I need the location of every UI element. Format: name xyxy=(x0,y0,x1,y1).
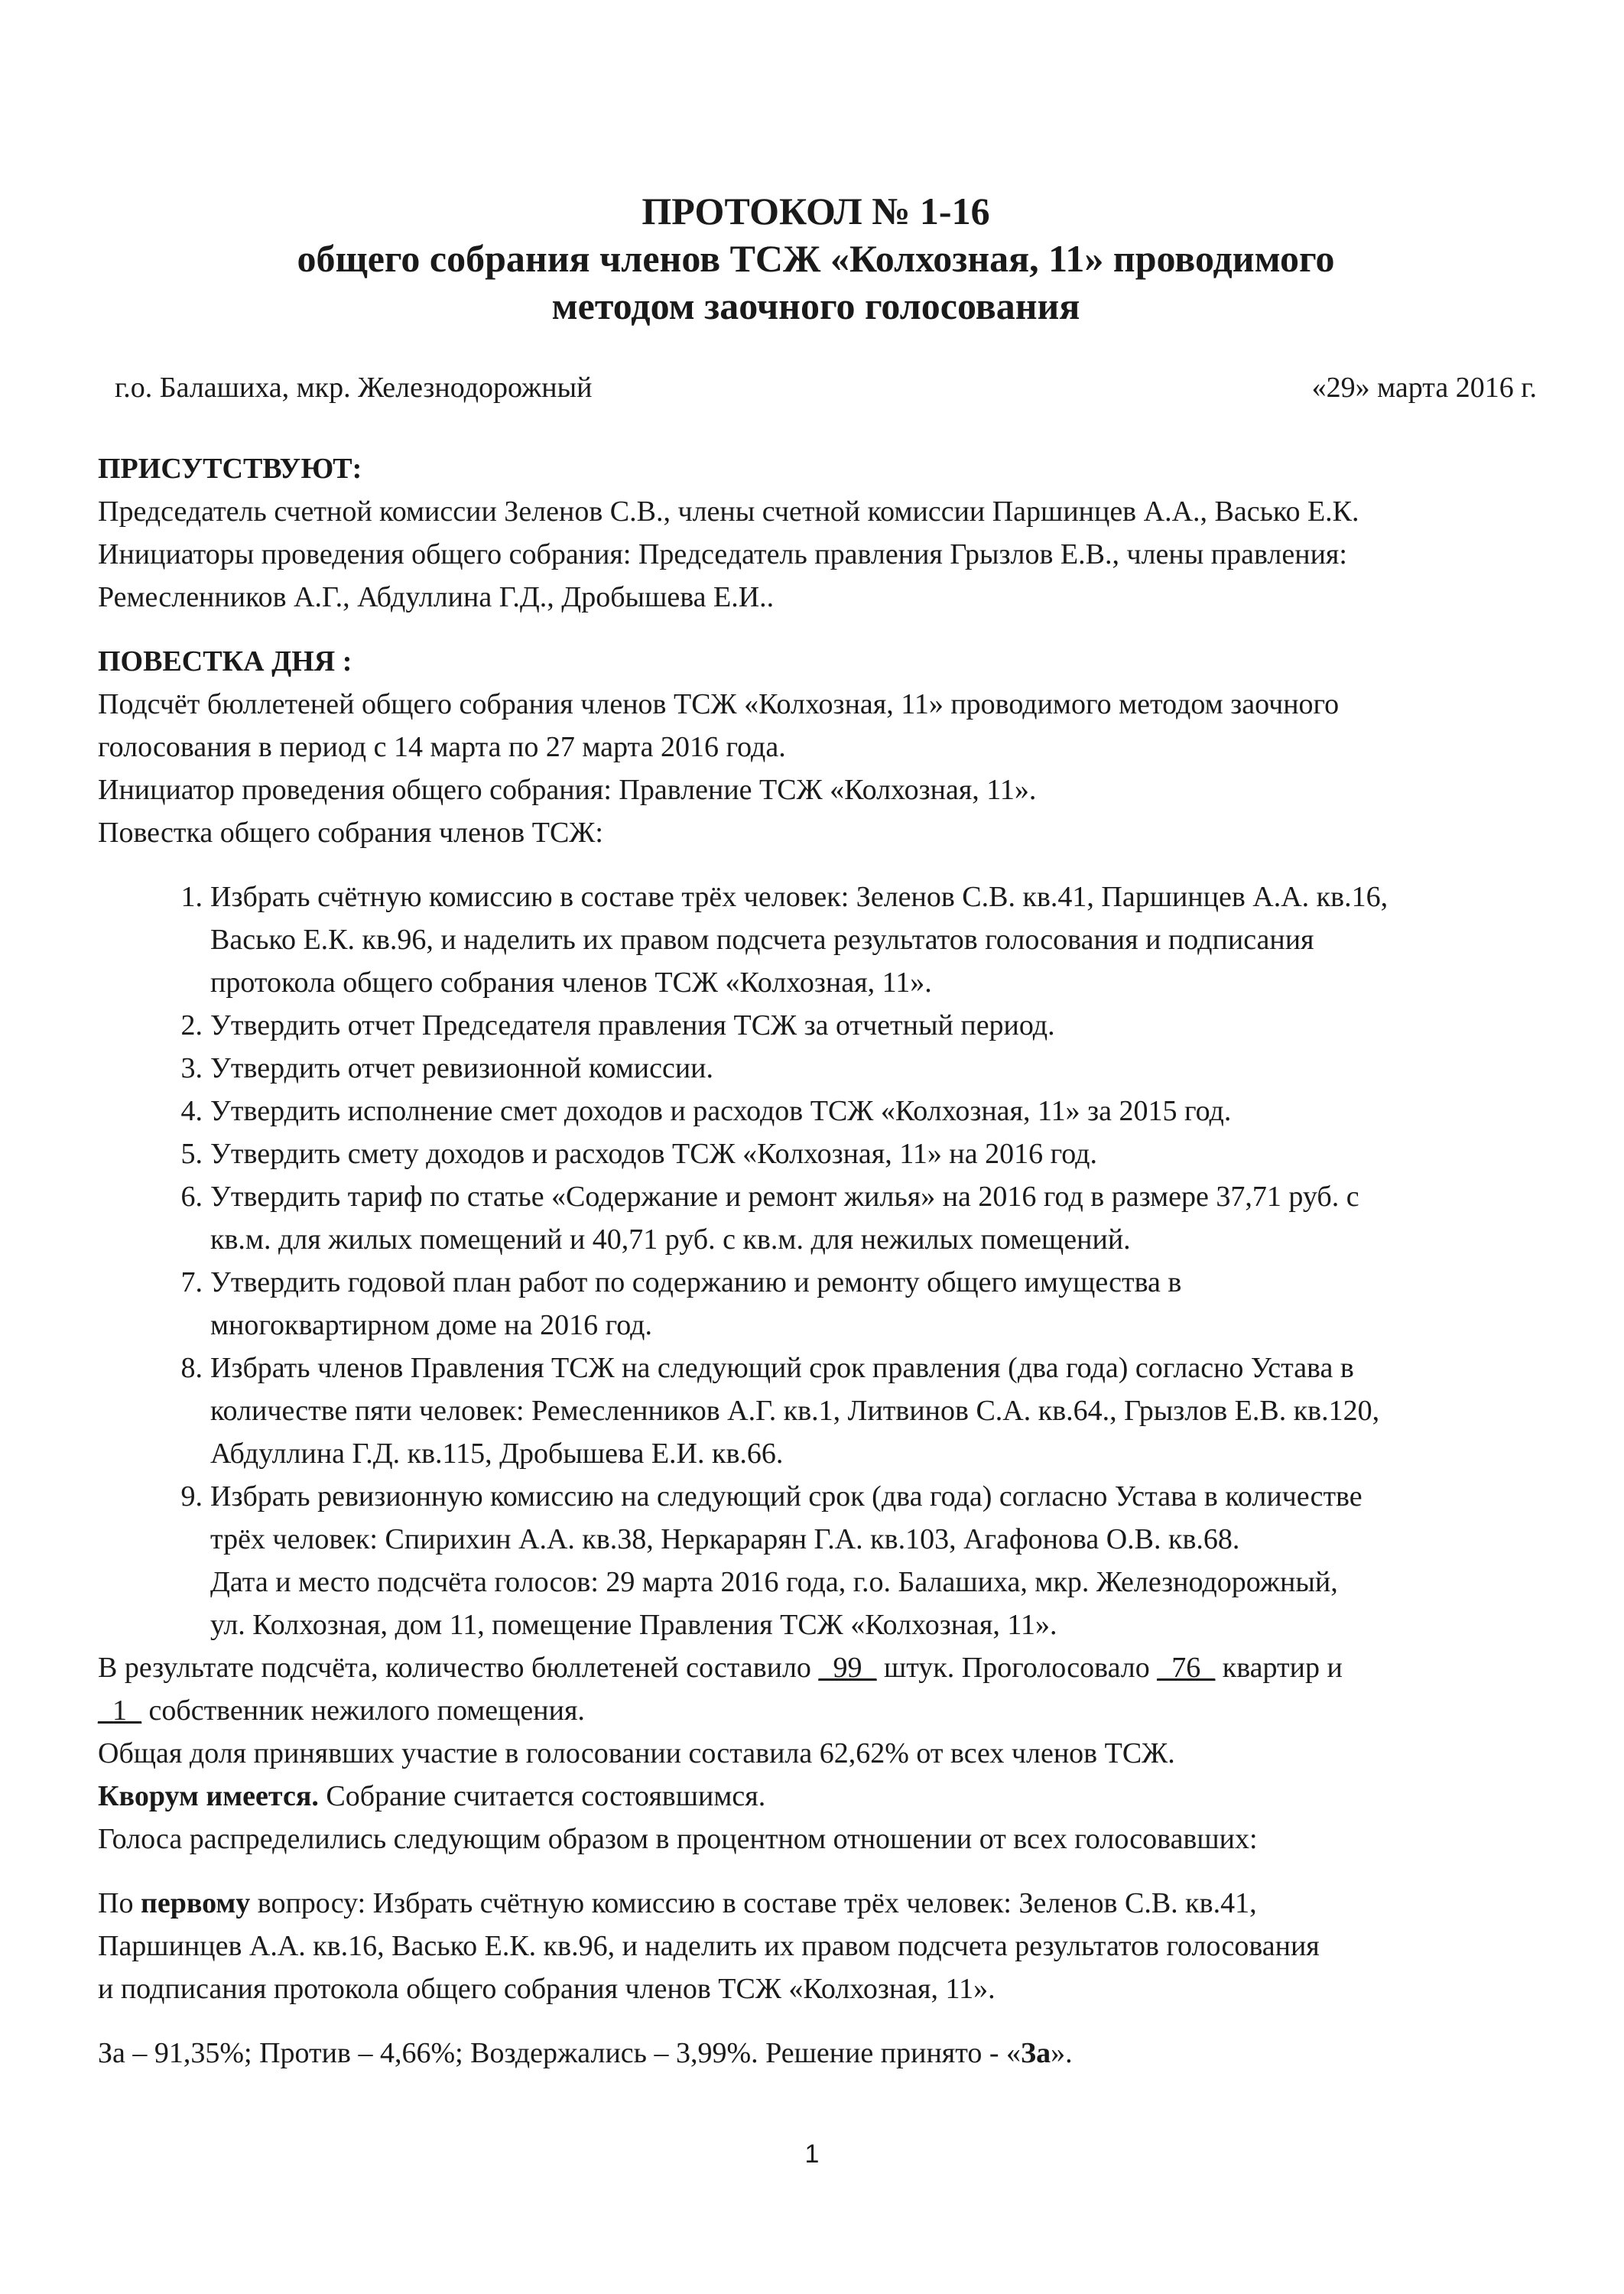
question1-line: и подписания протокола общего собрания членов ТСЖ «Колхозная, 11». xyxy=(98,1973,996,2005)
votes-end: ». xyxy=(1051,2037,1073,2069)
agenda-item-text: Утвердить смету доходов и расходов ТСЖ «Колхозная, 11» на 2016 год. xyxy=(210,1138,1097,1170)
agenda-item-number: 8. xyxy=(180,1352,203,1384)
agenda-intro-line: Инициатор проведения общего собрания: Правление ТСЖ «Колхозная, 11». xyxy=(98,774,1037,806)
date: «29» марта 2016 г. xyxy=(1311,372,1537,404)
agenda-item xyxy=(98,1132,1551,1175)
nonresidential-count: _1_ xyxy=(98,1695,141,1727)
agenda-intro-line: Повестка общего собрания членов ТСЖ: xyxy=(98,817,603,849)
agenda-item xyxy=(98,1475,1551,1646)
agenda-item-number: 4. xyxy=(180,1095,203,1127)
results-text: В результате подсчёта, количество бюллетеней составило xyxy=(98,1652,811,1684)
agenda-item-text: трёх человек: Спирихин А.А. кв.38, Неркарарян Г.А. кв.103, Агафонова О.В. кв.68. xyxy=(210,1523,1240,1555)
agenda-item-text: протокола общего собрания членов ТСЖ «Колхозная, 11». xyxy=(210,967,932,999)
results-text: собственник нежилого помещения. xyxy=(148,1695,585,1727)
agenda-item-number: 6. xyxy=(180,1181,203,1213)
agenda-item-text: Избрать ревизионную комиссию на следующий срок (два года) согласно Устава в количестве xyxy=(210,1480,1363,1513)
agenda-item-text: Утвердить отчет Председателя правления ТСЖ за отчетный период. xyxy=(210,1009,1055,1041)
agenda-item-number: 1. xyxy=(180,881,203,913)
results-text: квартир и xyxy=(1222,1652,1343,1684)
agenda-item xyxy=(98,1261,1551,1347)
agenda-item xyxy=(98,1047,1551,1090)
agenda-intro-line: голосования в период с 14 марта по 27 марта 2016 года. xyxy=(98,731,786,763)
votes-text: За – 91,35%; Против – 4,66%; Воздержались – 3,99%. Решение принято - « xyxy=(98,2037,1021,2069)
agenda-item-number: 5. xyxy=(180,1138,203,1170)
quorum-bold: Кворум имеется. xyxy=(98,1780,319,1812)
agenda-item-number: 7. xyxy=(180,1266,203,1298)
agenda-item-text: Утвердить отчет ревизионной комиссии. xyxy=(210,1052,713,1084)
quorum-line xyxy=(98,1775,1551,1818)
present-line: Ремесленников А.Г., Абдуллина Г.Д., Дробышева Е.И.. xyxy=(98,581,775,613)
agenda-item-text: Утвердить годовой план работ по содержанию и ремонту общего имущества в xyxy=(210,1266,1182,1298)
agenda-list xyxy=(98,876,1551,1646)
place: г.о. Балашиха, мкр. Железнодорожный xyxy=(115,372,593,404)
agenda-item-number: 2. xyxy=(180,1009,203,1041)
agenda-item xyxy=(98,876,1551,1004)
title-line-2: общего собрания членов ТСЖ «Колхозная, 11» проводимого xyxy=(297,237,1335,280)
agenda-item-number: 9. xyxy=(180,1480,203,1513)
agenda-item-text: ул. Колхозная, дом 11, помещение Правления ТСЖ «Колхозная, 11». xyxy=(210,1609,1057,1641)
agenda-item xyxy=(98,1347,1551,1475)
question1-text: вопросу: Избрать счётную комиссию в составе трёх человек: Зеленов С.В. кв.41, xyxy=(257,1887,1257,1919)
title-line-3: методом заочного голосования xyxy=(551,284,1080,327)
agenda-item-text: кв.м. для жилых помещений и 40,71 руб. с кв.м. для нежилых помещений. xyxy=(210,1223,1131,1256)
question1-votes xyxy=(98,2032,1551,2075)
agenda-item-number: 3. xyxy=(180,1052,203,1084)
distribution-line: Голоса распределились следующим образом в процентном отношении от всех голосовавших: xyxy=(98,1823,1258,1855)
agenda-item xyxy=(98,1004,1551,1047)
agenda-heading: ПОВЕСТКА ДНЯ : xyxy=(98,645,352,677)
apartments-count: _76_ xyxy=(1157,1652,1216,1684)
agenda-item-text: Дата и место подсчёта голосов: 29 марта 2016 года, г.о. Балашиха, мкр. Железнодорожный, xyxy=(210,1566,1338,1598)
question1-ordinal: первому xyxy=(140,1887,251,1919)
decision: За xyxy=(1021,2037,1051,2069)
question1-prefix: По xyxy=(98,1887,134,1919)
results-text: штук. Проголосовало xyxy=(883,1652,1150,1684)
participation-share: Общая доля принявших участие в голосовании составила 62,62% от всех членов ТСЖ. xyxy=(98,1737,1175,1769)
agenda-item-text: Абдуллина Г.Д. кв.115, Дробышева Е.И. кв.66. xyxy=(210,1438,784,1470)
agenda-item-text: количестве пяти человек: Ремесленников А.Г. кв.1, Литвинов С.А. кв.64., Грызлов Е.В. кв.120, xyxy=(210,1395,1380,1427)
agenda-item xyxy=(98,1175,1551,1261)
agenda-item-text: Утвердить исполнение смет доходов и расходов ТСЖ «Колхозная, 11» за 2015 год. xyxy=(210,1095,1232,1127)
agenda-item-text: Васько Е.К. кв.96, и наделить их правом подсчета результатов голосования и подписания xyxy=(210,924,1314,956)
agenda-item-text: Избрать счётную комиссию в составе трёх человек: Зеленов С.В. кв.41, Паршинцев А.А. кв.16, xyxy=(210,881,1389,913)
agenda-item-text: Избрать членов Правления ТСЖ на следующий срок правления (два года) согласно Устава в xyxy=(210,1352,1354,1384)
agenda-item-text: Утвердить тариф по статье «Содержание и ремонт жилья» на 2016 год в размере 37,71 руб. с xyxy=(210,1181,1359,1213)
results-count-line xyxy=(98,1646,1551,1689)
question1-line: Паршинцев А.А. кв.16, Васько Е.К. кв.96, и наделить их правом подсчета результатов голосования xyxy=(98,1930,1320,1962)
ballots-count: _99_ xyxy=(818,1652,877,1684)
present-line: Инициаторы проведения общего собрания: Председатель правления Грызлов Е.В., члены правления: xyxy=(98,538,1347,570)
question1-line xyxy=(98,1882,1551,1925)
present-heading: ПРИСУТСТВУЮТ: xyxy=(98,453,362,485)
agenda-intro-line: Подсчёт бюллетеней общего собрания членов ТСЖ «Колхозная, 11» проводимого методом заочного xyxy=(98,688,1340,720)
quorum-text: Собрание считается состоявшимся. xyxy=(326,1780,766,1812)
agenda-item-text: многоквартирном доме на 2016 год. xyxy=(210,1309,652,1341)
agenda-item xyxy=(98,1090,1551,1132)
present-line: Председатель счетной комиссии Зеленов С.В., члены счетной комиссии Паршинцев А.А., Васько Е.К. xyxy=(98,496,1359,528)
document-body xyxy=(98,447,1551,2075)
title-line-1: ПРОТОКОЛ № 1-16 xyxy=(641,190,990,232)
document-title xyxy=(0,187,1624,330)
page-number: 1 xyxy=(804,2140,820,2169)
results-nonres-line xyxy=(98,1689,1551,1732)
